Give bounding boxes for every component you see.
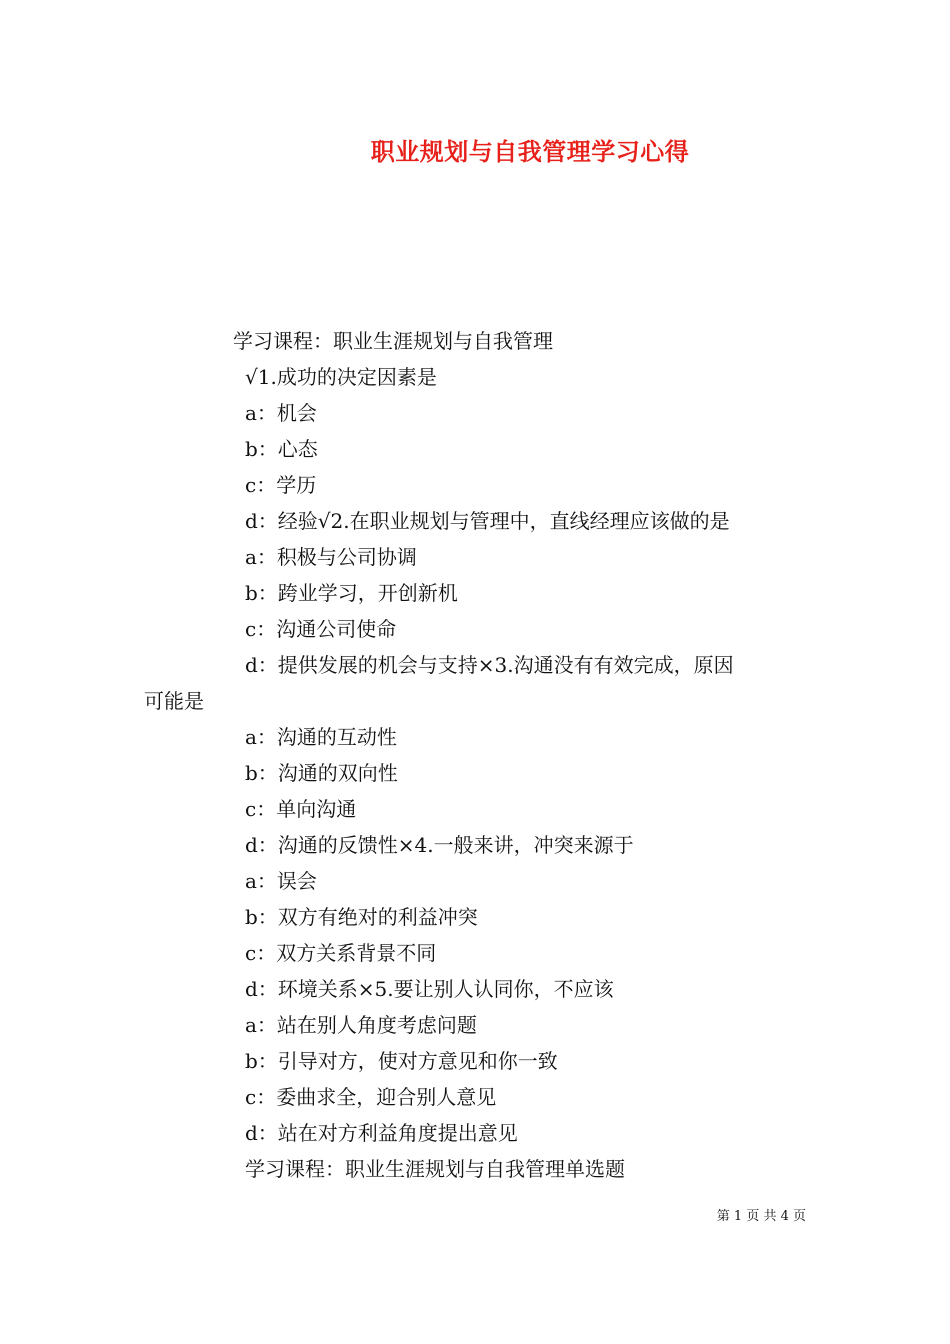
- option-line: c：学历: [245, 473, 317, 497]
- option-line: b：跨业学习，开创新机: [245, 581, 458, 605]
- option-line: a：误会: [245, 869, 317, 893]
- option-line: c：沟通公司使命: [245, 617, 397, 641]
- question-1: √1.成功的决定因素是: [245, 365, 437, 389]
- course-line-single-choice: 学习课程：职业生涯规划与自我管理单选题: [245, 1157, 625, 1181]
- option-line: a：沟通的互动性: [245, 725, 397, 749]
- option-line: b：双方有绝对的利益冲突: [245, 905, 478, 929]
- option-line-question-3: d：提供发展的机会与支持×3.沟通没有有效完成，原因: [245, 653, 734, 677]
- option-line: a：机会: [245, 401, 317, 425]
- option-line: b：心态: [245, 437, 318, 461]
- page-number: 第 1 页 共 4 页: [716, 1209, 806, 1224]
- option-line: c：委曲求全，迎合别人意见: [245, 1085, 497, 1109]
- option-line: b：沟通的双向性: [245, 761, 398, 785]
- option-line-question-4: d：沟通的反馈性×4.一般来讲，冲突来源于: [245, 833, 634, 857]
- option-line-question-5: d：环境关系×5.要让别人认同你，不应该: [245, 977, 614, 1001]
- option-line: b：引导对方，使对方意见和你一致: [245, 1049, 558, 1073]
- option-line: a：站在别人角度考虑问题: [245, 1013, 477, 1037]
- document-title: 职业规划与自我管理学习心得: [370, 137, 690, 166]
- wrapped-line: 可能是: [144, 689, 204, 713]
- option-line: a：积极与公司协调: [245, 545, 417, 569]
- option-line: d：站在对方利益角度提出意见: [245, 1121, 518, 1145]
- course-line: 学习课程：职业生涯规划与自我管理: [233, 329, 553, 353]
- option-line-question-2: d：经验√2.在职业规划与管理中，直线经理应该做的是: [245, 509, 730, 533]
- option-line: c：双方关系背景不同: [245, 941, 437, 965]
- option-line: c：单向沟通: [245, 797, 357, 821]
